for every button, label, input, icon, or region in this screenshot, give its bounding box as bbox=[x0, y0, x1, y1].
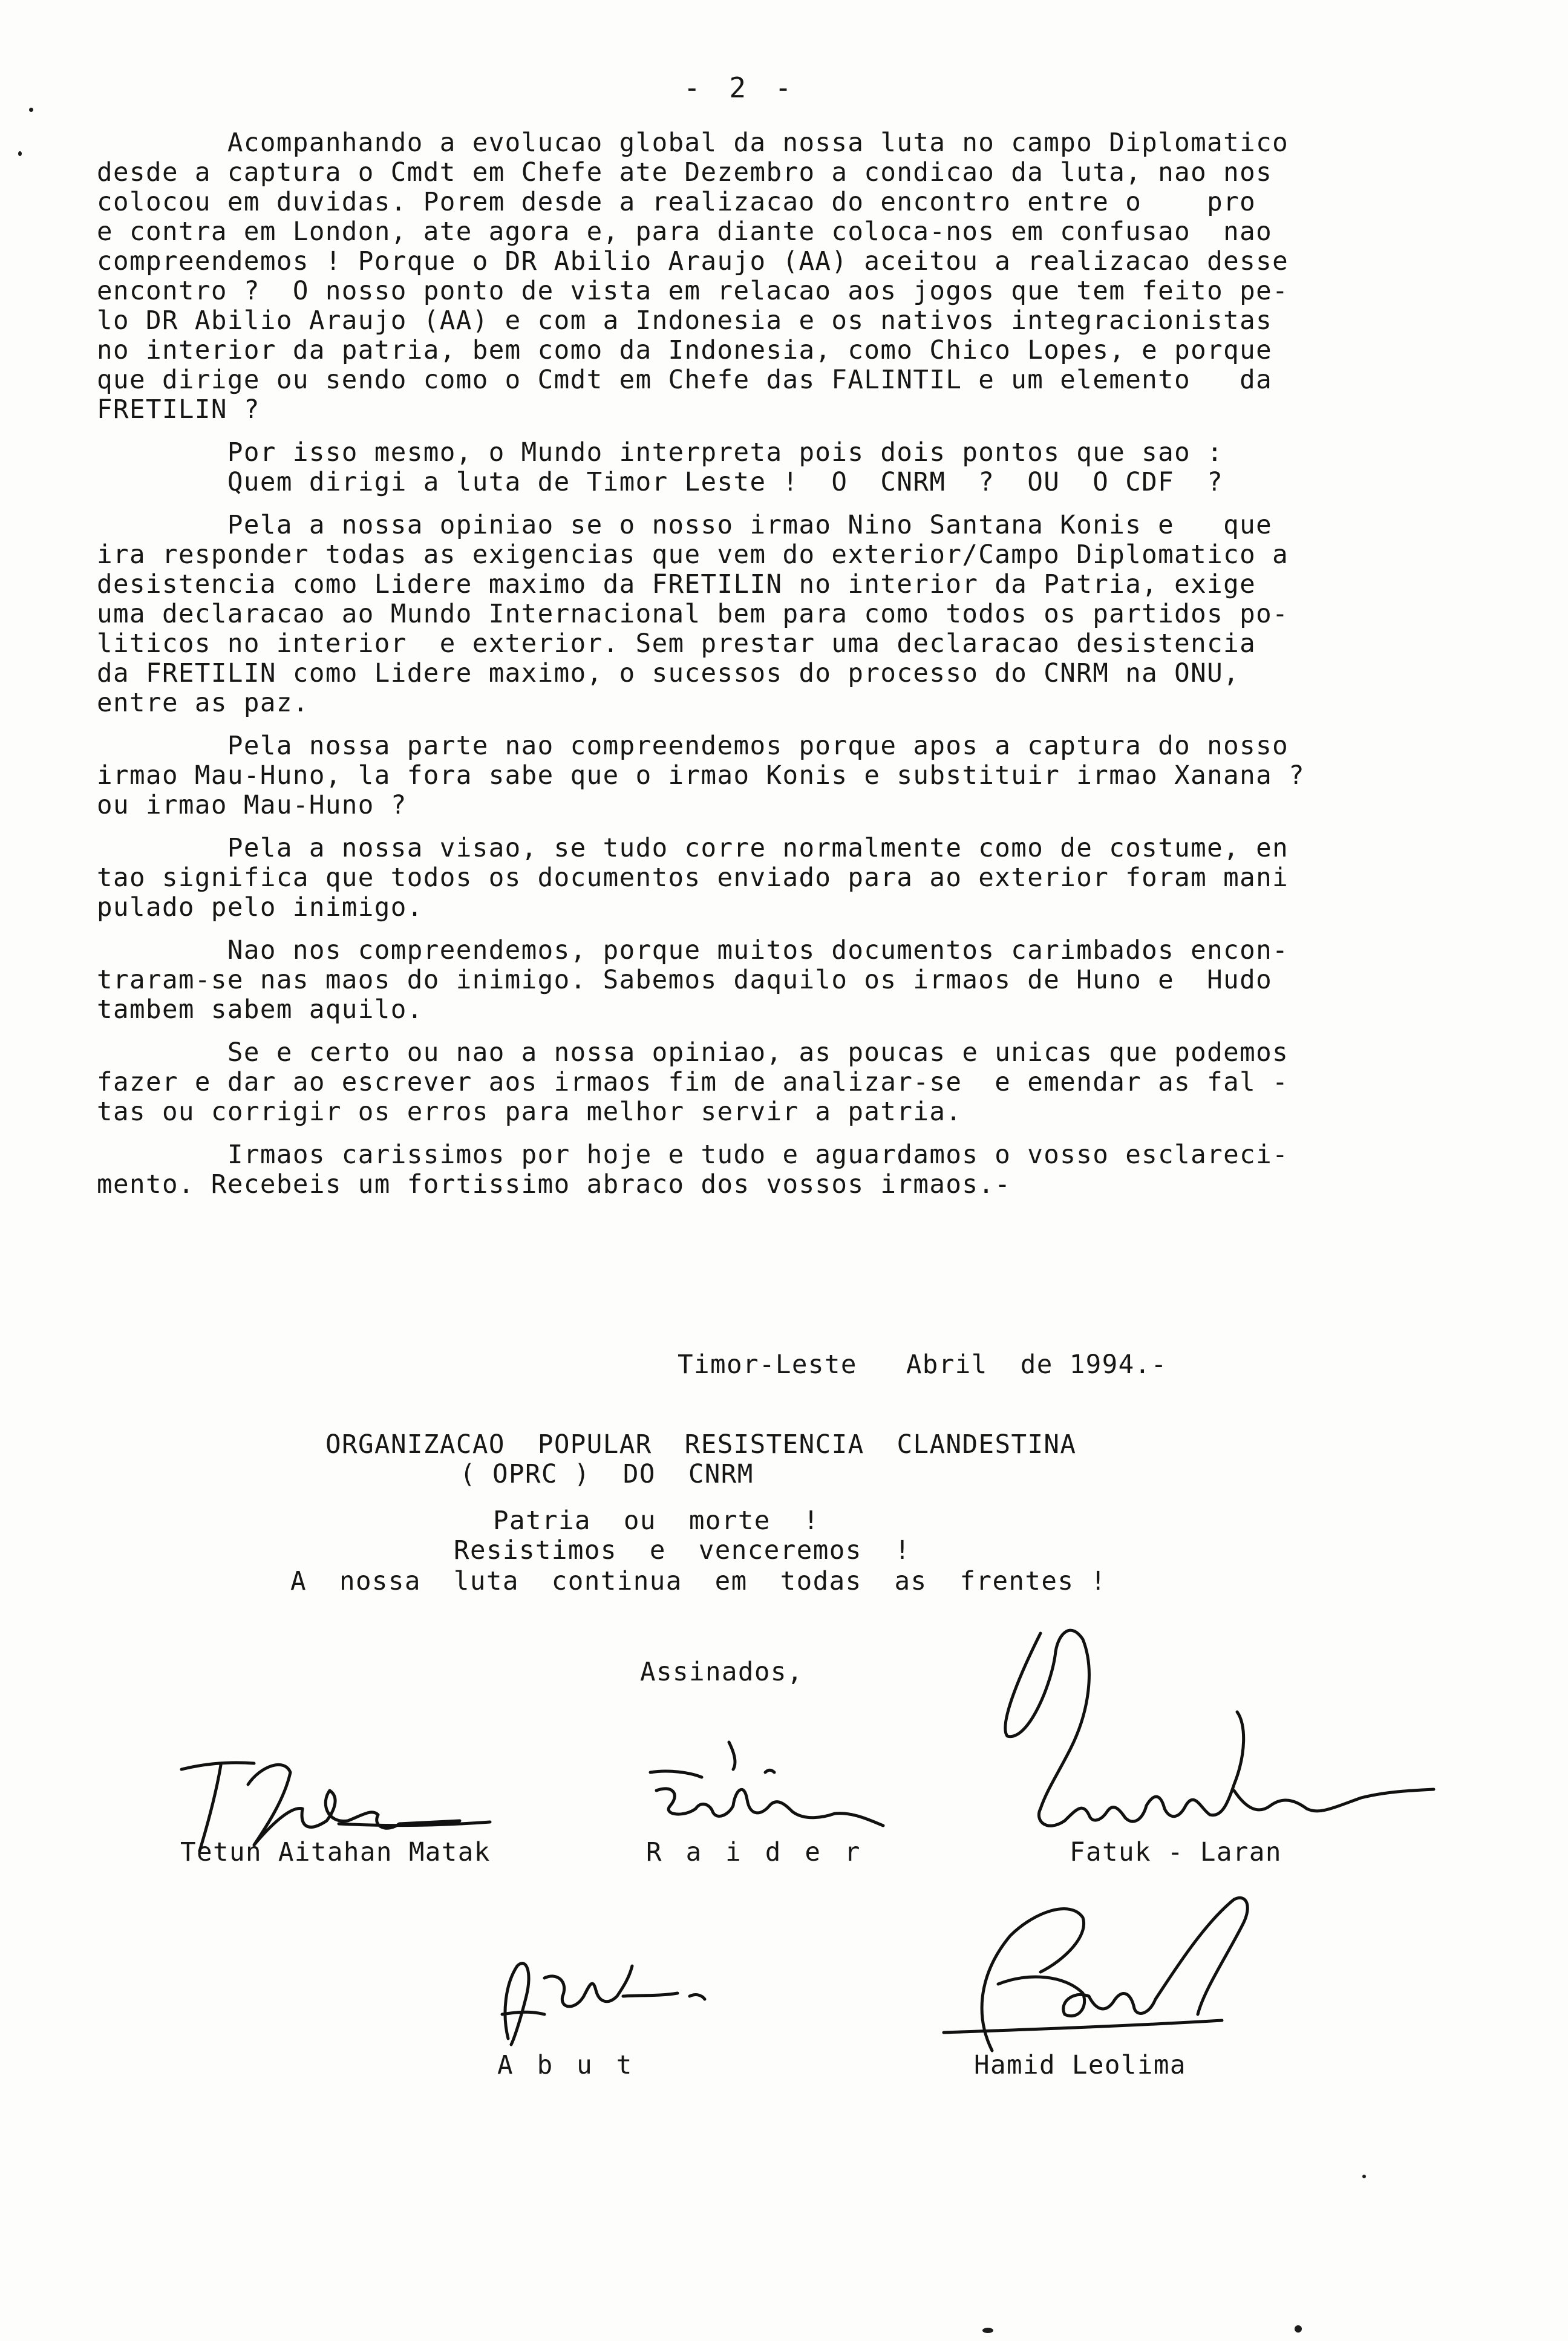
text-line: lo DR Abilio Araujo (AA) e com a Indonesia e os nativos integracionistas bbox=[97, 306, 1273, 336]
paragraph-opinion bbox=[97, 511, 1452, 718]
signature-fatuk-laran bbox=[1005, 1630, 1434, 1826]
text-line: compreendemos ! Porque o DR Abilio Araujo (AA) aceitou a realizacao desse bbox=[97, 247, 1289, 276]
signed-label: Assinados, bbox=[640, 1657, 803, 1687]
text-line: e contra em London, ate agora e, para diante coloca-nos em confusao nao bbox=[97, 217, 1273, 247]
motto-line-1: Patria ou morte ! bbox=[493, 1506, 820, 1536]
organization-name: ORGANIZACAO POPULAR RESISTENCIA CLANDESTINA bbox=[325, 1430, 1077, 1460]
text-line: Quem dirigi a luta de Timor Leste ! O CNRM ? OU O CDF ? bbox=[97, 468, 1224, 497]
signature-raider bbox=[650, 1742, 883, 1826]
text-line: da FRETILIN como Lidere maximo, o sucessos do processo do CNRM na ONU, bbox=[97, 659, 1240, 688]
scan-speck bbox=[1295, 2325, 1302, 2333]
text-line: entre as paz. bbox=[97, 688, 309, 718]
signature-leolima bbox=[944, 1898, 1247, 2051]
text-line: fazer e dar ao escrever aos irmaos fim de analizar-se e emendar as fal - bbox=[97, 1068, 1289, 1097]
organization-acronym: ( OPRC ) DO CNRM bbox=[460, 1460, 754, 1489]
signatory-name-4: Abut bbox=[497, 2051, 656, 2080]
paragraph-correct-errors bbox=[97, 1038, 1452, 1127]
text-line: Irmaos carissimos por hoje e tudo e aguardamos o vosso esclareci- bbox=[97, 1140, 1289, 1170]
scan-speck bbox=[982, 2328, 993, 2333]
text-line: Acompanhando a evolucao global da nossa luta no campo Diplomatico bbox=[97, 128, 1289, 158]
text-line: tas ou corrigir os erros para melhor servir a patria. bbox=[97, 1097, 962, 1127]
text-line: mento. Recebeis um fortissimo abraco dos vossos irmaos.- bbox=[97, 1170, 1011, 1200]
text-line: uma declaracao ao Mundo Internacional bem para como todos os partidos po- bbox=[97, 599, 1289, 629]
text-line: tambem sabem aquilo. bbox=[97, 995, 423, 1025]
scan-speck bbox=[18, 151, 22, 156]
signature-abut bbox=[502, 1964, 705, 2045]
signatory-name-5: Hamid Leolima bbox=[974, 2051, 1186, 2080]
text-line: colocou em duvidas. Porem desde a realizacao do encontro entre o pro bbox=[97, 188, 1256, 217]
text-line: que dirige ou sendo como o Cmdt em Chefe das FALINTIL e um elemento da bbox=[97, 365, 1273, 395]
scan-speck bbox=[29, 108, 33, 112]
text-line: Pela a nossa opiniao se o nosso irmao Nino Santana Konis e que bbox=[97, 511, 1273, 540]
paragraph-documents bbox=[97, 834, 1452, 922]
paragraph-two-points bbox=[97, 438, 1452, 497]
text-line: ira responder todas as exigencias que vem do exterior/Campo Diplomatico a bbox=[97, 540, 1289, 570]
paragraph-diplomatic-struggle bbox=[97, 128, 1452, 425]
text-line: desde a captura o Cmdt em Chefe ate Dezembro a condicao da luta, nao nos bbox=[97, 158, 1273, 188]
paragraph-stamped-documents bbox=[97, 936, 1452, 1025]
signatory-name-2: Raider bbox=[646, 1838, 884, 1867]
signatory-name-1: Tetun Aitahan Matak bbox=[180, 1838, 491, 1867]
text-line: Se e certo ou nao a nossa opiniao, as poucas e unicas que podemos bbox=[97, 1038, 1289, 1068]
text-line: traram-se nas maos do inimigo. Sabemos daquilo os irmaos de Huno e Hudo bbox=[97, 965, 1273, 995]
text-line: Por isso mesmo, o Mundo interpreta pois dois pontos que sao : bbox=[97, 438, 1224, 468]
text-line: irmao Mau-Huno, la fora sabe que o irmao Konis e substituir irmao Xanana ? bbox=[97, 761, 1305, 791]
text-line: FRETILIN ? bbox=[97, 395, 260, 425]
text-line: no interior da patria, bem como da Indonesia, como Chico Lopes, e porque bbox=[97, 336, 1273, 365]
text-line: desistencia como Lidere maximo da FRETILIN no interior da Patria, exige bbox=[97, 570, 1256, 599]
place-date: Timor-Leste Abril de 1994.- bbox=[678, 1350, 1168, 1380]
text-line: pulado pelo inimigo. bbox=[97, 893, 423, 922]
text-line: ou irmao Mau-Huno ? bbox=[97, 791, 407, 820]
text-line: liticos no interior e exterior. Sem prestar uma declaracao desistencia bbox=[97, 629, 1256, 659]
text-line: tao significa que todos os documentos enviado para ao exterior foram mani bbox=[97, 863, 1289, 893]
paragraph-capture bbox=[97, 731, 1452, 820]
text-line: Nao nos compreendemos, porque muitos documentos carimbados encon- bbox=[97, 936, 1289, 965]
motto-line-2: Resistimos e venceremos ! bbox=[454, 1536, 911, 1566]
text-line: Pela a nossa visao, se tudo corre normalmente como de costume, en bbox=[97, 834, 1289, 863]
page-number: - 2 - bbox=[684, 71, 798, 104]
signatory-name-3: Fatuk - Laran bbox=[1070, 1838, 1282, 1867]
text-line: Pela nossa parte nao compreendemos porque apos a captura do nosso bbox=[97, 731, 1289, 761]
motto-line-3: A nossa luta continua em todas as frentes ! bbox=[290, 1567, 1107, 1596]
scan-speck bbox=[1362, 2175, 1366, 2178]
text-line: encontro ? O nosso ponto de vista em relacao aos jogos que tem feito pe- bbox=[97, 276, 1289, 306]
paragraph-farewell bbox=[97, 1140, 1452, 1200]
letter-body bbox=[97, 128, 1452, 1213]
